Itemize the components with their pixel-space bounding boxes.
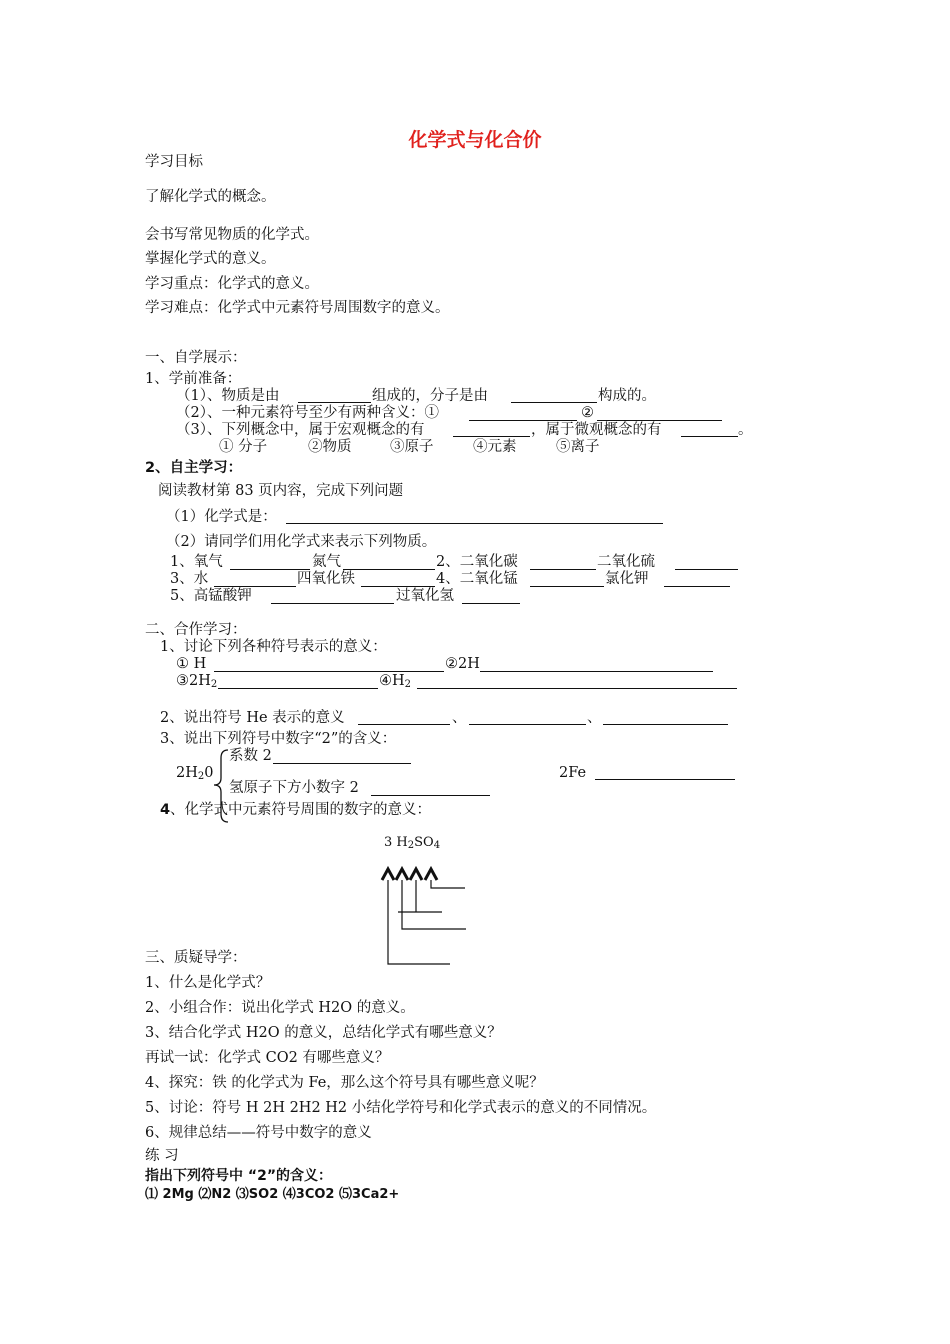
blank-symbol-2h2[interactable] [218, 688, 378, 689]
page-title: 化学式与化合价 [408, 129, 542, 151]
caret-2 [396, 869, 408, 880]
objective-2: 会书写常见物质的化学式。 [145, 227, 319, 243]
blank-co2[interactable] [530, 569, 596, 570]
inquiry-3: 3、结合化学式 H2O 的意义，总结化学式有哪些意义？ [145, 1025, 502, 1041]
h2o-o: 0 [204, 765, 214, 781]
prep-heading: 1、学前准备： [145, 371, 242, 387]
q3-part3: 。 [738, 422, 753, 438]
symbol-h2 [379, 672, 411, 694]
practice-task: 指出下列符号中 “2”的含义： [145, 1168, 333, 1184]
he-question: 2、说出符号 He 表示的意义 [160, 710, 345, 726]
row1-so2: 二氧化硫 [597, 554, 655, 570]
objective-1: 了解化学式的概念。 [145, 189, 276, 205]
option-1: ① 分子 [219, 439, 268, 455]
q3-part2: ，属于微观概念的有 [531, 422, 662, 438]
row2-mno2: 4、二氧化锰 [436, 571, 518, 587]
h2o-sub: 2 [197, 771, 205, 782]
blank-he-3[interactable] [603, 724, 728, 725]
row2-iron-oxide: 四氧化铁 [297, 571, 355, 587]
formula-3h2so4 [384, 834, 440, 855]
q1-part1: （1）、物质是由 [176, 388, 280, 404]
row3-kmno4: 5、高锰酸钾 [170, 588, 252, 604]
blank-mno2[interactable] [530, 586, 604, 587]
coefficient-label: 系数 2 [229, 748, 272, 764]
self-study-heading: 2、自主学习： [145, 460, 243, 476]
blank-symbol-2h[interactable] [480, 671, 713, 672]
inquiry-5: 5、讨论：符号 H 2H 2H2 H2 小结化学符号和化学式表示的意义的不同情况。 [145, 1100, 657, 1116]
blank-subscript[interactable] [371, 795, 490, 796]
digit-meaning-question: 、化学式中元素符号周围的数字的意义： [170, 802, 431, 818]
row2-water: 3、水 [170, 571, 209, 587]
blank-q3-2[interactable] [681, 436, 738, 437]
q1-part3: 构成的。 [598, 388, 656, 404]
blank-kcl[interactable] [664, 586, 730, 587]
inquiry-2: 2、小组合作：说出化学式 H2O 的意义。 [145, 1000, 415, 1016]
pointer-s [398, 880, 442, 912]
digit-question: 3、说出下列符号中数字“2”的含义： [160, 731, 397, 747]
blank-he-1[interactable] [358, 724, 450, 725]
inquiry-1: 1、什么是化学式？ [145, 975, 271, 991]
pointer-h-subscript [402, 880, 466, 929]
objective-3: 掌握化学式的意义。 [145, 251, 276, 267]
symbol-h2-text: ④H [379, 673, 405, 689]
symbol-h2-sub: 2 [404, 679, 412, 690]
formula-sub-2: 2 [407, 840, 415, 851]
h2o-text: 2H [176, 765, 198, 781]
difficulty-point: 学习难点：化学式中元素符号周围数字的意义。 [145, 300, 450, 316]
practice-items: ⑴ 2Mg ⑵N2 ⑶SO2 ⑷3CO2 ⑸3Ca2+ [145, 1187, 400, 1202]
option-3: ③原子 [390, 439, 434, 455]
blank-definition[interactable] [286, 523, 663, 524]
symbol-2h2-text: ③2H [176, 673, 211, 689]
blank-so2[interactable] [675, 569, 738, 570]
section1-heading: 一、自学展示： [145, 350, 247, 366]
he-comma-2: 、 [587, 710, 602, 726]
fe-symbol: 2Fe [559, 765, 587, 781]
row1-nitrogen: 氮气 [312, 554, 341, 570]
blank-q1-1[interactable] [298, 402, 371, 403]
symbol-2h: ②2H [445, 656, 480, 672]
symbol-2h2-sub: 2 [210, 679, 218, 690]
pointer-coefficient [388, 880, 450, 964]
formula-text: 3 H [384, 835, 408, 850]
blank-q1-2[interactable] [511, 402, 597, 403]
definition-question: （1）化学式是： [166, 509, 277, 525]
q2-part2: ② [581, 405, 594, 421]
q1-part2: 组成的，分子是由 [372, 388, 488, 404]
formula-pointer-diagram [380, 862, 470, 968]
objectives-heading: 学习目标 [145, 154, 203, 170]
practice-heading: 练 习 [145, 1148, 179, 1164]
blank-q3-1[interactable] [453, 436, 530, 437]
blank-kmno4[interactable] [271, 603, 394, 604]
q2-part1: （2）、一种元素符号至少有两种含义：① [176, 405, 439, 421]
blank-nitrogen[interactable] [343, 569, 435, 570]
subscript-label: 氢原子下方小数字 2 [229, 780, 359, 796]
inquiry-retry: 再试一试：化学式 CO2 有哪些意义？ [145, 1050, 390, 1066]
h2o-symbol [176, 764, 213, 786]
inquiry-6: 6、规律总结——符号中数字的意义 [145, 1125, 372, 1141]
he-comma-1: 、 [452, 710, 467, 726]
blank-fe[interactable] [595, 779, 735, 780]
row1-co2: 2、二氧化碳 [436, 554, 518, 570]
discuss-1: 1、讨论下列各种符号表示的意义： [160, 639, 387, 655]
symbol-h: ① H [176, 656, 207, 672]
blank-he-2[interactable] [469, 724, 586, 725]
symbol-2h2 [176, 672, 217, 694]
option-2: ②物质 [308, 439, 352, 455]
key-point: 学习重点：化学式的意义。 [145, 276, 319, 292]
blank-coefficient[interactable] [273, 763, 411, 764]
row1-oxygen: 1、氧气 [170, 554, 223, 570]
row2-kcl: 氯化钾 [605, 571, 649, 587]
blank-symbol-h2[interactable] [417, 688, 737, 689]
option-5: ⑤离子 [556, 439, 600, 455]
pointer-o-subscript [431, 880, 465, 888]
caret-1 [382, 869, 394, 880]
formula-request: （2）请同学们用化学式来表示下列物质。 [166, 534, 437, 550]
option-4: ④元素 [473, 439, 517, 455]
formula-so: SO [414, 835, 434, 850]
section2-heading: 二、合作学习： [145, 622, 247, 638]
caret-4 [425, 869, 437, 880]
section3-heading: 三、质疑导学： [145, 950, 247, 966]
q3-part1: （3）、下列概念中，属于宏观概念的有 [176, 422, 425, 438]
digit-meaning-number: 4 [160, 802, 171, 818]
blank-h2o2[interactable] [462, 603, 520, 604]
inquiry-4: 4、探究：铁 的化学式为 Fe，那么这个符号具有哪些意义呢？ [145, 1075, 544, 1091]
row3-h2o2: 过氧化氢 [396, 588, 454, 604]
formula-sub-4: 4 [433, 840, 441, 851]
reading-instruction: 阅读教材第 83 页内容，完成下列问题 [158, 483, 404, 499]
caret-3 [410, 869, 422, 880]
